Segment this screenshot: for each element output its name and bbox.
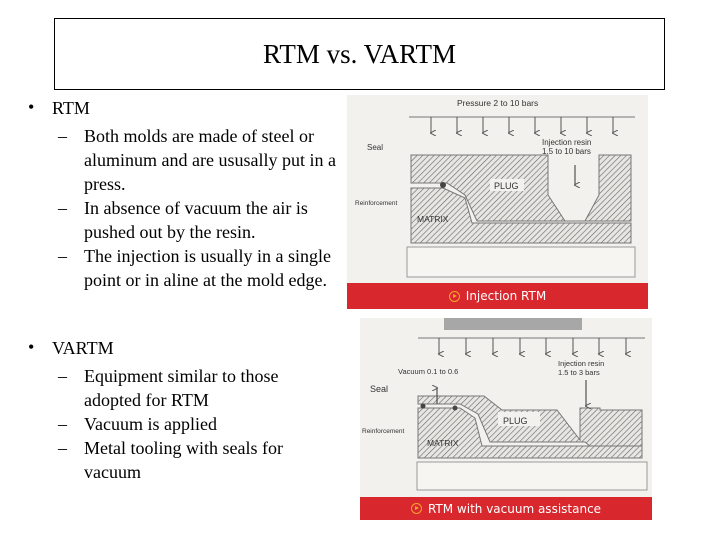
caption-text: RTM with vacuum assistance xyxy=(427,501,602,516)
matrix-label: MATRIX xyxy=(417,214,449,224)
pressure-label: Pressure 2 to 10 bars xyxy=(457,98,539,108)
vartm-diagram xyxy=(360,318,652,520)
caption-text: Injection RTM xyxy=(465,289,547,303)
play-icon xyxy=(449,291,460,302)
plug-label: PLUG xyxy=(494,181,519,191)
caption-band xyxy=(360,497,652,520)
vacuum-label: Vacuum 0.1 to 0.6 xyxy=(398,367,459,376)
list-item: – Both molds are made of steel or aluminum and are ususally put in a press. xyxy=(58,126,336,194)
injection-label: Injection resin xyxy=(558,359,605,368)
rtm-diagram xyxy=(347,95,648,309)
section-heading-rtm: RTM xyxy=(52,98,90,118)
bullet-icon: • xyxy=(28,337,35,357)
plug-label: PLUG xyxy=(503,416,528,426)
list-item: – In absence of vacuum the air is pushed out by the resin. xyxy=(58,198,308,242)
gray-bar xyxy=(444,318,582,330)
reinforcement-label: Reinforcement xyxy=(355,200,398,207)
slide-title xyxy=(54,18,665,90)
injection-pressure-label: 1.5 to 10 bars xyxy=(542,147,591,156)
seal-label: Seal xyxy=(367,143,384,152)
slide-title-text: RTM vs. VARTM xyxy=(262,38,457,69)
seal-label: Seal xyxy=(370,384,389,394)
injection-label: Injection resin xyxy=(542,138,592,147)
list-item: – Vacuum is applied xyxy=(58,414,217,434)
injection-pressure-label: 1.5 to 3 bars xyxy=(558,368,600,377)
section-heading-vartm: VARTM xyxy=(52,338,114,358)
reinforcement-label: Reinforcement xyxy=(362,428,405,435)
list-item: – Metal tooling with seals for vacuum xyxy=(58,438,283,482)
bullet-icon: • xyxy=(28,97,35,117)
caption-band xyxy=(347,283,648,309)
list-item: – The injection is usually in a single point or in aline at the mold edge. xyxy=(58,246,331,290)
list-item: – Equipment similar to those adopted for RTM xyxy=(58,366,279,410)
matrix-label: MATRIX xyxy=(427,438,459,448)
play-icon xyxy=(411,503,422,514)
